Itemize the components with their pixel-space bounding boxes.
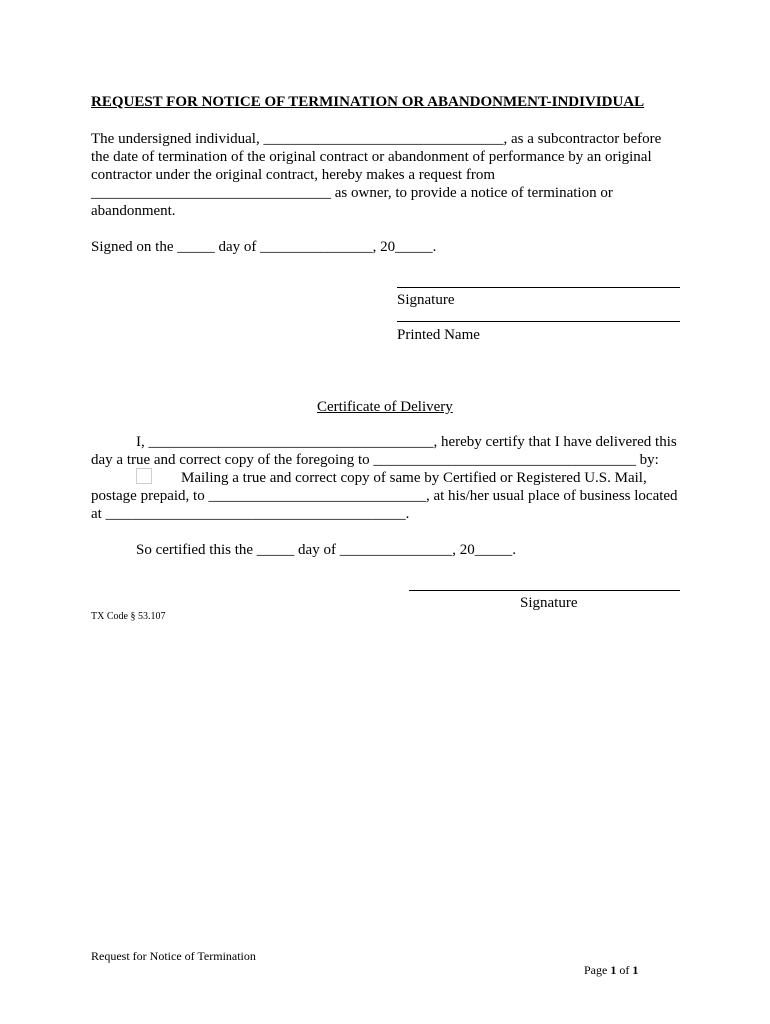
footer-title: Request for Notice of Termination: [91, 949, 256, 963]
tx-code-reference: TX Code § 53.107: [91, 611, 166, 622]
certificate-signature-rule: [409, 590, 680, 591]
certificate-line-4: postage prepaid, to _____________________________, at his/her usual place of business located: [91, 488, 678, 504]
certificate-heading: Certificate of Delivery: [317, 399, 453, 415]
intro-line-4: ________________________________ as owner, to provide a notice of termination or: [91, 185, 613, 201]
certificate-line-3: Mailing a true and correct copy of same by Certified or Registered U.S. Mail,: [181, 470, 647, 486]
certificate-line-2: day a true and correct copy of the foregoing to ___________________________________ by:: [91, 452, 659, 468]
certificate-line-1: I, ______________________________________, hereby certify that I have delivered this: [136, 434, 677, 450]
signed-on-line: Signed on the _____ day of _______________, 20_____.: [91, 239, 437, 255]
document-title: REQUEST FOR NOTICE OF TERMINATION OR ABANDONMENT-INDIVIDUAL: [91, 94, 645, 110]
intro-line-1: The undersigned individual, ________________________________, as a subcontractor before: [91, 131, 662, 147]
certified-date-line: So certified this the _____ day of _______________, 20_____.: [136, 542, 516, 558]
page-current: 1: [610, 963, 617, 977]
intro-line-3: contractor under the original contract, hereby makes a request from: [91, 167, 495, 183]
page-word: Page: [584, 963, 608, 977]
printed-name-label: Printed Name: [397, 327, 480, 343]
certificate-signature-label: Signature: [520, 595, 578, 611]
page-total: 1: [632, 963, 639, 977]
signature-rule: [397, 287, 680, 288]
of-word: of: [619, 963, 630, 977]
intro-line-5: abandonment.: [91, 203, 176, 219]
page-number: [578, 949, 638, 977]
printed-name-rule: [397, 321, 680, 322]
certificate-line-5: at ________________________________________.: [91, 506, 410, 522]
intro-line-2: the date of termination of the original contract or abandonment of performance by an original: [91, 149, 652, 165]
signature-label: Signature: [397, 292, 455, 308]
mailing-checkbox[interactable]: [136, 468, 152, 484]
